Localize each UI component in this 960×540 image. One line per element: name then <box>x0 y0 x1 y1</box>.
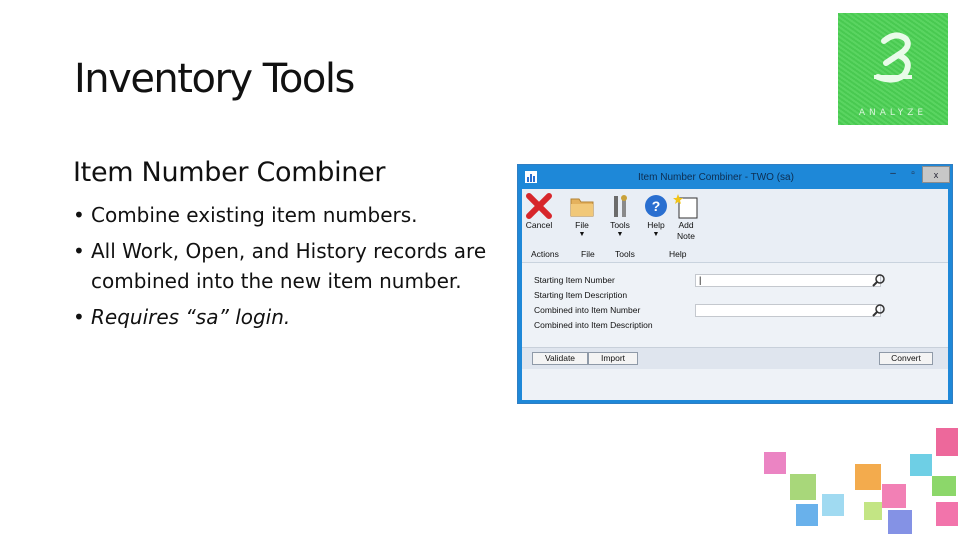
help-icon <box>642 193 670 219</box>
add-note-button[interactable]: Add Note <box>671 193 701 242</box>
lookup-magnifier-icon[interactable] <box>872 304 885 317</box>
close-button[interactable]: x <box>922 166 950 183</box>
starting-item-number-input[interactable]: | <box>695 274 881 287</box>
window-title: Item Number Combiner - TWO (sa) <box>638 172 794 183</box>
group-label-file: File <box>581 249 595 259</box>
add-note-icon <box>672 193 700 219</box>
field-label: Combined into Item Number <box>534 305 641 315</box>
chevron-down-icon: ▼ <box>616 231 624 238</box>
field-label: Starting Item Description <box>534 290 628 300</box>
decorative-squares <box>760 424 960 540</box>
tools-icon <box>606 193 634 219</box>
svg-text:?: ? <box>651 198 661 214</box>
tools-menu-button[interactable]: Tools ▼ <box>605 193 635 239</box>
bullet-list <box>73 200 493 338</box>
bullet-item: • All Work, Open, and History records are combined into the new item number. <box>73 239 487 293</box>
cancel-x-icon <box>525 193 553 219</box>
chevron-down-icon: ▼ <box>578 231 586 238</box>
app-chart-icon <box>525 171 537 183</box>
ribbon-group-labels <box>522 249 948 262</box>
logo-text: ANALYZE <box>858 108 928 118</box>
lookup-magnifier-icon[interactable] <box>872 274 885 287</box>
action-button-row <box>522 347 948 369</box>
status-area <box>522 369 948 400</box>
field-label: Combined into Item Description <box>534 320 653 330</box>
slide-title: Inventory Tools <box>74 56 354 102</box>
group-label-help: Help <box>669 249 687 259</box>
window-titlebar <box>518 165 952 189</box>
folder-icon <box>568 193 596 219</box>
maximize-button[interactable]: ▫ <box>911 168 915 179</box>
cancel-button[interactable]: Cancel <box>524 193 554 231</box>
group-label-tools: Tools <box>615 249 635 259</box>
analyze-logo <box>838 13 948 125</box>
file-menu-button[interactable]: File ▼ <box>568 193 596 239</box>
import-button[interactable]: Import <box>588 352 638 365</box>
bullet-item: • Combine existing item numbers. <box>73 203 418 227</box>
chevron-down-icon: ▼ <box>652 231 660 238</box>
combined-item-number-input[interactable] <box>695 304 881 317</box>
validate-button[interactable]: Validate <box>532 352 588 365</box>
section-heading: Item Number Combiner <box>73 157 386 188</box>
group-label-actions: Actions <box>531 249 559 259</box>
field-label: Starting Item Number <box>534 275 615 285</box>
convert-button[interactable]: Convert <box>879 352 933 365</box>
minimize-button[interactable]: – <box>890 168 896 179</box>
help-menu-button[interactable]: ? Help ▼ <box>641 193 671 239</box>
bullet-item: • Requires “sa” login. <box>73 305 291 329</box>
app-window <box>517 164 953 404</box>
ribbon-toolbar <box>522 189 948 263</box>
